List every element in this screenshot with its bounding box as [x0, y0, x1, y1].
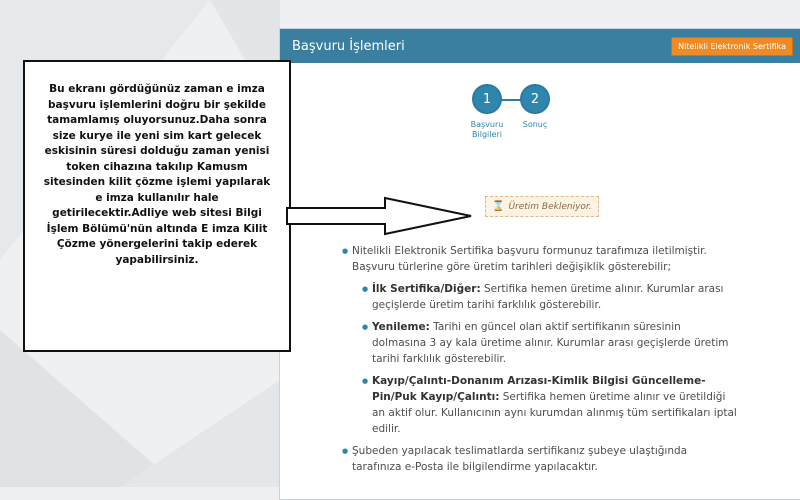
panel-header — [280, 29, 800, 63]
step-1-label: Başvuru Bilgileri — [470, 120, 504, 139]
step-2-label: Sonuç — [522, 120, 548, 129]
info-item-text: Sertifika hemen üretime alınır. Kurumlar arası geçişlerde üretim tarihi farklılık gösterebilir. — [372, 283, 724, 311]
info-item-first-certificate — [362, 281, 737, 313]
pointer-arrow-icon — [285, 196, 475, 238]
panel-title: Başvuru İşlemleri — [292, 38, 405, 54]
info-footer: ● Şubeden yapılacak teslimatlarda sertifikanız şubeye ulaştığında tarafınıza e-Posta ile bilgilendirme yapılacaktır. — [342, 443, 737, 475]
info-item-text: Sertifika hemen üretime alınır ve üretildiği an aktif olur. Kullanıcının aynı kurumdan alınmış tüm sertifikaları iptal edilir. — [372, 391, 737, 435]
step-1-circle[interactable]: 1 — [472, 84, 502, 114]
progress-steps — [472, 84, 562, 144]
info-item-title: Kayıp/Çalıntı-Donanım Arızası-Kimlik Bilgisi Güncelleme-Pin/Puk Kayıp/Çalıntı: — [372, 375, 706, 403]
info-item-title: Yenileme: — [372, 321, 430, 333]
info-item-text: Tarihi en güncel olan aktif sertifikanın süresinin dolmasına 3 ay kala üretime alınır. Kurumlar arası geçişlerde üretim tarihi farklılık gösterebilir. — [372, 321, 729, 365]
info-intro: ● Nitelikli Elektronik Sertifika başvuru formunuz tarafımıza iletilmiştir. Başvuru türlerine göre üretim tarihleri değişiklik gösterebilir; — [342, 243, 737, 275]
info-item-lost-stolen — [362, 373, 737, 437]
status-text: Üretim Bekleniyor. — [508, 201, 592, 212]
status-badge — [485, 196, 599, 217]
certificate-type-button[interactable]: Nitelikli Elektronik Sertifika — [671, 37, 793, 56]
info-list — [342, 243, 737, 481]
annotation-note: Bu ekranı gördüğünüz zaman e imza başvuru işlemlerini doğru bir şekilde tamamlamış oluyorsunuz.Daha sonra size kurye ile yeni sim kart gelecek eskisinin süresi dolduğu zaman yenisi token cihazına takılıp Kamusm sitesinden kilit çözme işlemi yapılarak e imza kullanılır hale getirilecektir.Adliye web sitesi Bilgi İşlem Bölümü'nün altında E imza Kilit Çözme yönergelerini takip ederek yapabilirsiniz. — [23, 60, 291, 352]
info-item-renewal — [362, 319, 737, 367]
info-item-title: İlk Sertifika/Diğer: — [372, 283, 481, 295]
step-2-circle[interactable]: 2 — [520, 84, 550, 114]
hourglass-icon: ⌛ — [492, 201, 505, 212]
application-panel — [279, 28, 800, 500]
